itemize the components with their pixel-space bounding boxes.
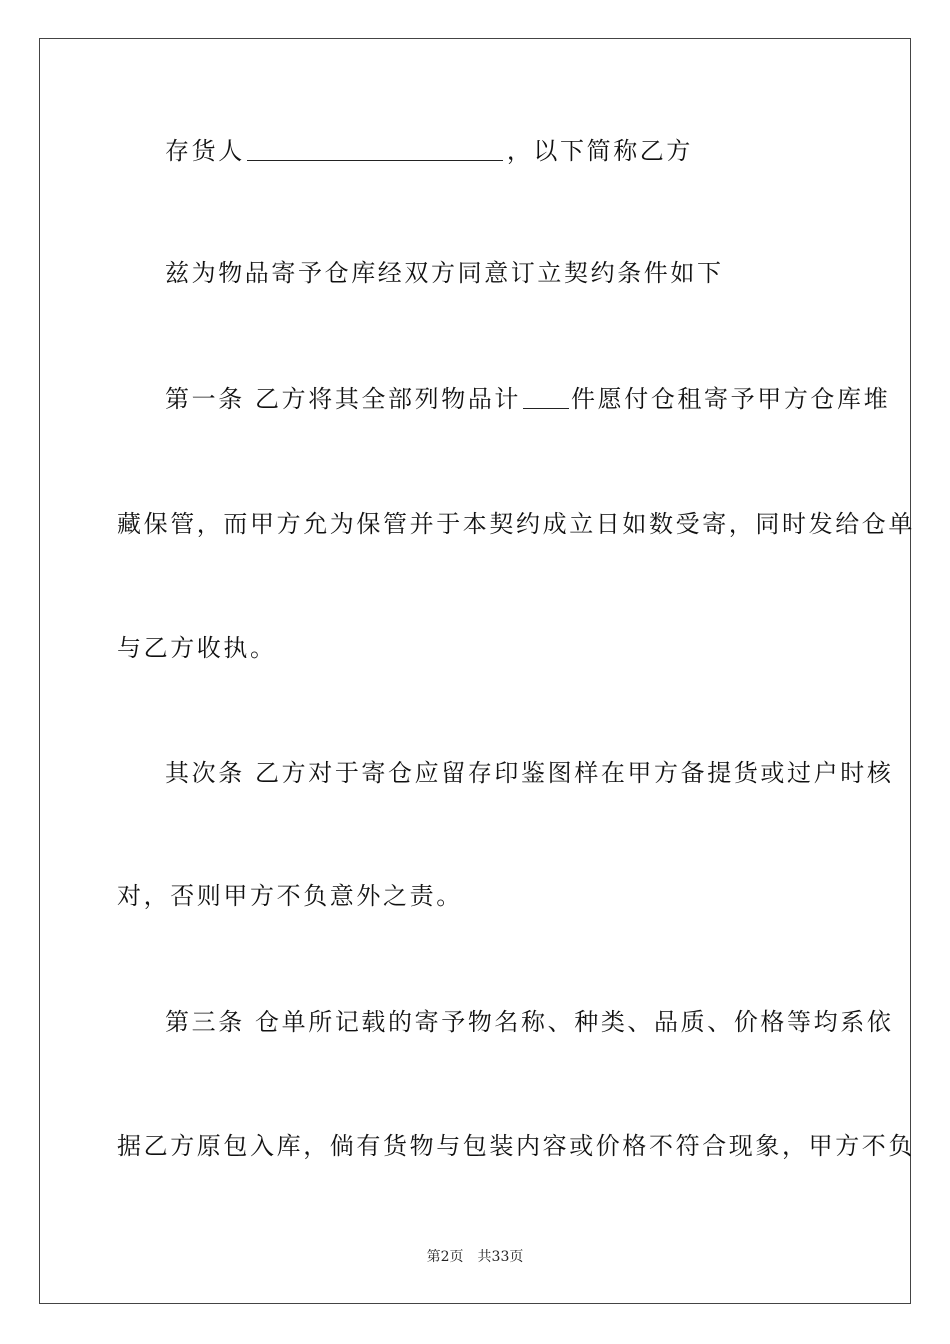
depositor-label: 存货人: [165, 137, 245, 165]
page-total: 共33页: [477, 1249, 524, 1265]
page-border: [39, 38, 911, 1304]
page-number: 第2页: [426, 1249, 464, 1265]
article-3-line-2: 据乙方原包入库，倘有货物与包装内容或价格不符合现象，甲方不负: [117, 1132, 915, 1160]
article-2-line-2: 对，否则甲方不负意外之责。: [117, 882, 463, 910]
depositor-suffix: ，以下简称乙方: [506, 137, 694, 165]
depositor-blank: [247, 140, 503, 161]
article-1-line-1: [165, 384, 890, 414]
paragraph-line-depositor: [165, 136, 693, 166]
article-1-text-before: 第一条 乙方将其全部列物品计: [165, 385, 522, 413]
article-1-text-after: 件愿付仓租寄予甲方仓库堆: [571, 385, 891, 413]
article-3-line-1: 第三条 仓单所记载的寄予物名称、种类、品质、价格等均系依: [165, 1008, 894, 1036]
paragraph-line-preamble: 兹为物品寄予仓库经双方同意订立契约条件如下: [165, 259, 724, 287]
page-footer: [0, 1247, 950, 1267]
item-count-blank: [523, 388, 569, 409]
article-1-line-3: 与乙方收执。: [117, 634, 277, 662]
article-2-line-1: 其次条 乙方对于寄仓应留存印鉴图样在甲方备提货或过户时核: [165, 759, 894, 787]
article-1-line-2: 藏保管，而甲方允为保管并于本契约成立日如数受寄，同时发给仓单: [117, 510, 915, 538]
